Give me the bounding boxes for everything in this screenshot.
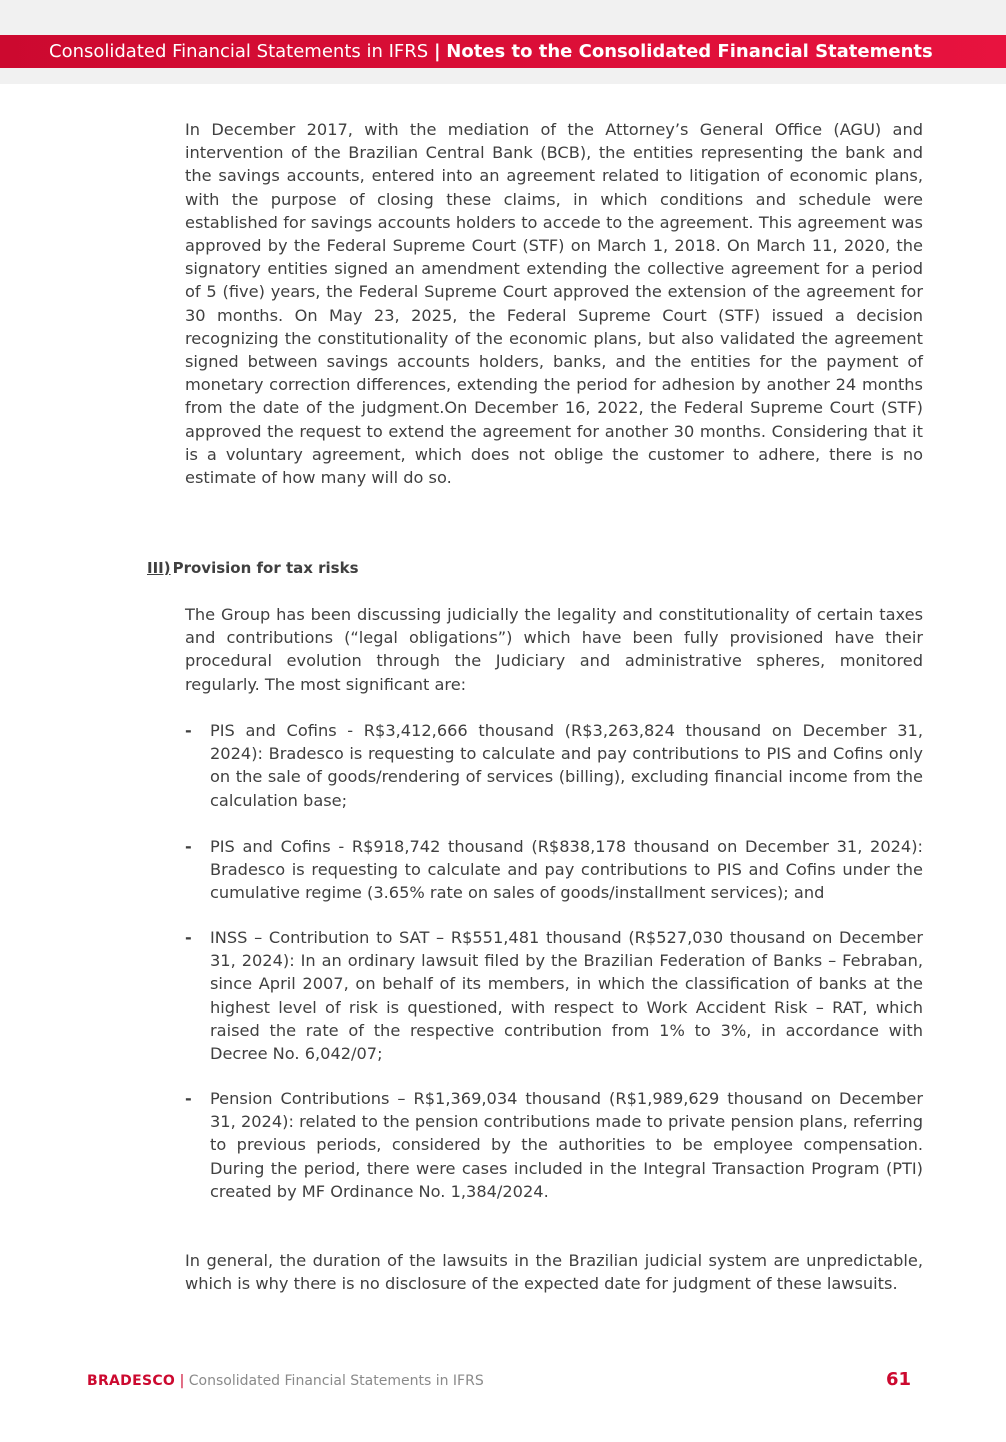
bullet-dash: -: [185, 928, 192, 947]
section-number: III): [147, 559, 171, 577]
list-item-text: PIS and Cofins - R$3,412,666 thousand (R$3,263,824 thousand on December 31, 2024): Bradesco is requesting to calculate and pay contributions to PIS and Cofins only on the sale of goods/rendering of services (billing), excluding financial income from the calculation base;: [210, 721, 923, 810]
paragraph-lawsuit-duration: In general, the duration of the lawsuits in the Brazilian judicial system are unpredictable, which is why there is no disclosure of the expected date for judgment of these lawsuits.: [185, 1251, 923, 1294]
footer-title: Consolidated Financial Statements in IFRS: [188, 1373, 484, 1389]
header-section: Notes to the Consolidated Financial Statements: [446, 41, 933, 62]
list-item: [185, 719, 923, 812]
bullet-dash: -: [185, 721, 192, 740]
list-item: [185, 1087, 923, 1203]
footer-brand: BRADESCO: [87, 1373, 176, 1389]
paragraph-tax-intro: The Group has been discussing judicially the legality and constitutionality of certain taxes and contributions (“legal obligations”) which have been fully provisioned have their procedural evolution through the Judiciary and administrative spheres, monitored regularly. The most significant are:: [185, 605, 923, 694]
list-item-text: PIS and Cofins - R$918,742 thousand (R$838,178 thousand on December 31, 2024): Bradesco is requesting to calculate and pay contributions to PIS and Cofins under the cumulative regime (3.65% rate on sales of goods/installment services); and: [210, 837, 923, 903]
list-item-text: Pension Contributions – R$1,369,034 thousand (R$1,989,629 thousand on December 31, 2024): related to the pension contributions made to private pension plans, referring to previous periods, considered by the authorities to be employee compensation. During the period, there were cases included in the Integral Transaction Program (PTI) created by MF Ordinance No. 1,384/2024.: [210, 1089, 923, 1201]
page-number: 61: [886, 1369, 912, 1390]
bullet-dash: -: [185, 837, 192, 856]
footer-separator: |: [179, 1373, 185, 1389]
section-heading: [147, 559, 359, 577]
list-item: [185, 926, 923, 1065]
paragraph-savings-agreement: In December 2017, with the mediation of the Attorney’s General Office (AGU) and intervention of the Brazilian Central Bank (BCB), the entities representing the bank and the savings accounts, entered into an agreement related to litigation of economic plans, with the purpose of closing these claims, in which conditions and schedule were established for savings accounts holders to accede to the agreement. This agreement was approved by the Federal Supreme Court (STF) on March 1, 2018. On March 11, 2020, the signatory entities signed an amendment extending the collective agreement for a period of 5 (five) years, the Federal Supreme Court approved the extension of the agreement for 30 months. On May 23, 2025, the Federal Supreme Court (STF) issued a decision recognizing the constitutionality of the economic plans, but also validated the agreement signed between savings accounts holders, banks, and the entities for the payment of monetary correction differences, extending the period for adhesion by another 24 months from the date of the judgment.On December 16, 2022, the Federal Supreme Court (STF) approved the request to extend the agreement for another 30 months. Considering that it is a voluntary agreement, which does not oblige the customer to adhere, there is no estimate of how many will do so.: [185, 120, 923, 488]
header-bar: [0, 35, 1006, 68]
list-item-text: INSS – Contribution to SAT – R$551,481 thousand (R$527,030 thousand on December 31, 2024): In an ordinary lawsuit filed by the Brazilian Federation of Banks – Febraban, since April 2007, on behalf of its members, in which the classification of banks at the highest level of risk is questioned, with respect to Work Accident Risk – RAT, which raised the rate of the respective contribution from 1% to 3%, in accordance with Decree No. 6,042/07;: [210, 928, 923, 1064]
section-title: Provision for tax risks: [172, 559, 359, 577]
bullet-dash: -: [185, 1089, 192, 1108]
list-item: [185, 835, 923, 905]
footer: [87, 1373, 484, 1389]
header-separator: |: [433, 41, 441, 62]
header-inner: [49, 35, 933, 68]
header-title: Consolidated Financial Statements in IFRS: [49, 41, 429, 62]
